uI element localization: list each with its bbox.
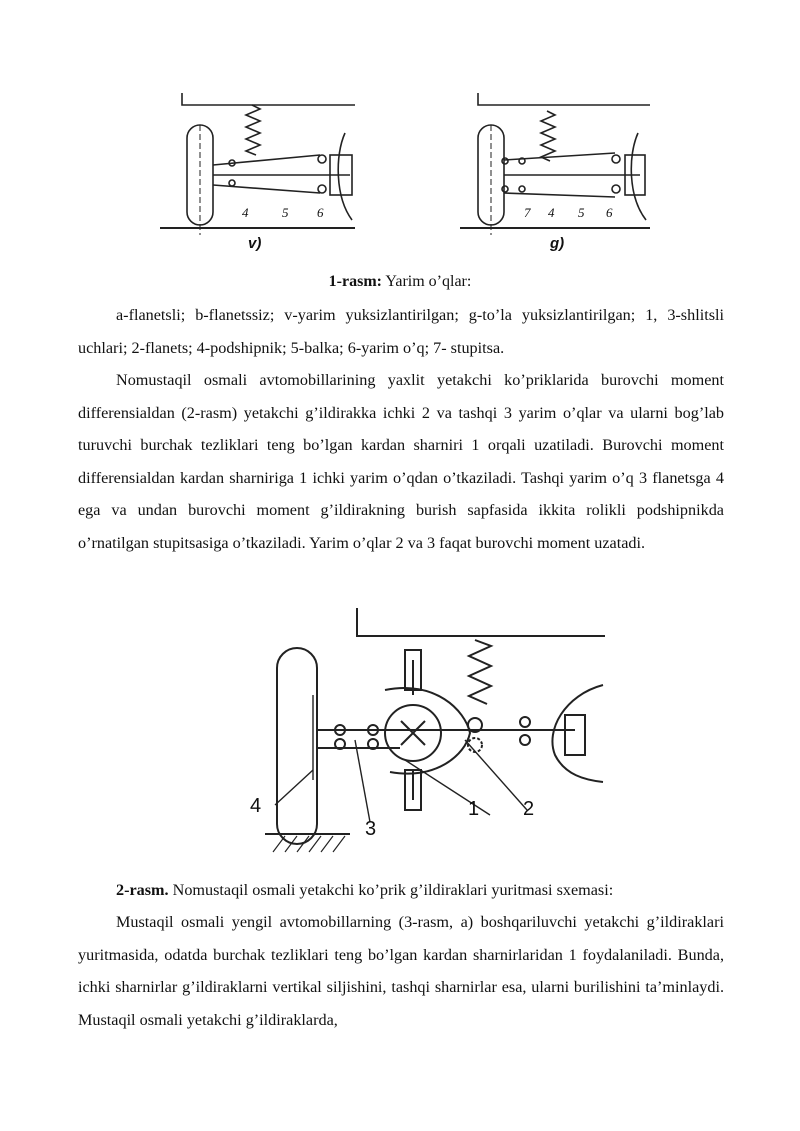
- figure-1-caption-bold: 1-rasm:: [328, 273, 382, 290]
- panel-v-drawing: [160, 93, 355, 235]
- figure-2-label-3: 3: [365, 818, 377, 840]
- panel-g-label: g): [550, 235, 565, 252]
- figure-2-label-4: 4: [250, 795, 262, 817]
- panel-v-number-6: 6: [317, 205, 324, 220]
- figure-2-caption: [78, 874, 724, 907]
- figure-1: [160, 85, 650, 265]
- paragraph-1: Nomustaqil osmali avtomobillarining yaxlit yetakchi ko’priklarida burovchi moment differensialdan (2-rasm) yetakchi g’ildirakka ichki 2 va tashqi 3 yarim o’qlar va ularni bog’lab turuvchi burchak tezliklari teng bo’lgan kardan sharniri 1 orqali uzatiladi. Burovchi moment differensialdan kardan sharniriga 1 ichki yarim o’qdan o’tkaziladi. Tashqi yarim o’q 3 flanetsga 4 ega va undan burovchi moment g’ildirakning burish sapfasida ikkita rolikli podshipnikda o’rnatilgan stupitsasiga o’tkaziladi. Yarim o’qlar 2 va 3 faqat burovchi moment uzatadi.: [78, 371, 724, 552]
- figure-2-caption-text: Nomustaqil osmali yetakchi ko’prik g’ildiraklari yuritmasi sxemasi:: [168, 881, 614, 899]
- figure-2-label-1: 1: [468, 798, 480, 820]
- figure-2: [250, 600, 605, 860]
- figure-1-legend: a-flanetsli; b-flanetssiz; v-yarim yuksizlantirilgan; g-to’la yuksizlantirilgan; 1, 3-shlitsli uchlari; 2-flanets; 4-podshipnik; 5-balka; 6-yarim o’q; 7- stupitsa.: [78, 306, 724, 357]
- panel-g-number-5: 5: [578, 205, 585, 220]
- figure-1-caption: [0, 273, 800, 291]
- panel-v-label: v): [248, 235, 262, 252]
- panel-g-number-6: 6: [606, 205, 613, 220]
- panel-v-number-4: 4: [242, 205, 249, 220]
- paragraph-2: Mustaqil osmali yengil avtomobillarning (3-rasm, a) boshqariluvchi yetakchi g’ildiraklari yuritmasida, odatda burchak tezliklari teng bo’lgan kardan sharnirlaridan 1 foydalaniladi. Bunda, ichki sharnirlar g’ildiraklarni vertikal siljishini, tashqi sharnirlar esa, ularni burilishini ta’minlaydi. Mustaqil osmali yetakchi g’ildiraklarda,: [78, 913, 724, 1029]
- figure-2-label-2: 2: [523, 798, 535, 820]
- panel-g-number-7: 7: [524, 205, 531, 220]
- figure-1-drawing: [160, 85, 650, 265]
- panel-v-number-5: 5: [282, 205, 289, 220]
- figure-2-caption-bold: 2-rasm.: [116, 881, 169, 899]
- panel-g-drawing: [460, 93, 650, 235]
- figure-2-drawing: [265, 600, 605, 860]
- figure-1-caption-text: Yarim o’qlar:: [381, 273, 472, 290]
- panel-g-number-4: 4: [548, 205, 555, 220]
